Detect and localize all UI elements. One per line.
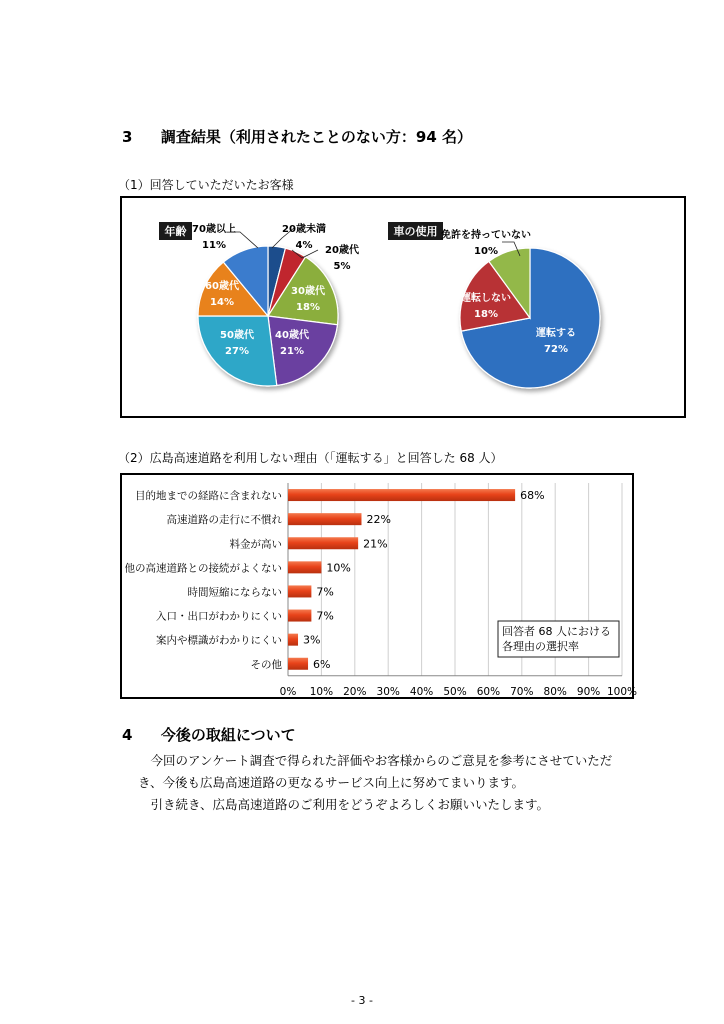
page-number: - 3 - <box>351 994 373 1007</box>
bar-category-6: 案内や標識がわかりにくい <box>156 634 282 647</box>
age-pie-pct-0: 4% <box>295 240 313 251</box>
bar-tick-4: 40% <box>409 685 434 698</box>
bar-value-4: 7% <box>316 585 334 599</box>
section-4-line-3: 引き続き、広島高速道路のご利用をどうぞよろしくお願いいたします。 <box>138 797 550 812</box>
section-4-title: 今後の取組について <box>160 726 296 744</box>
bar-x-ticks <box>280 686 637 698</box>
age-pie-label-2: 30歳代 <box>291 286 325 297</box>
section-4-line-2: き、今後も広島高速道路の更なるサービス向上に努めてまいります。 <box>138 775 525 790</box>
age-pie-label-4: 50歳代 <box>220 330 254 341</box>
bar-category-1: 高速道路の走行に不慣れ <box>166 514 282 527</box>
bar-chart-frame <box>120 473 638 699</box>
bar-4 <box>288 585 311 597</box>
bar-7 <box>288 658 308 670</box>
car-badge: 車の使用 <box>393 225 438 238</box>
bar-2 <box>288 537 358 549</box>
pie-charts <box>122 198 684 416</box>
car-pie-pct-0: 72% <box>544 344 568 355</box>
subsection-2-title: （2）広島高速道路を利用しない理由（「運転する」と回答した 68 人） <box>118 451 503 465</box>
section-4-body <box>138 750 612 816</box>
age-pie-label-6: 70歳以上 <box>192 224 236 235</box>
bar-3 <box>288 561 321 573</box>
bar-tick-8: 80% <box>543 685 567 698</box>
section-4-line-1: 今回のアンケート調査で得られた評価やお客様からのご意見を参考にさせていただ <box>138 753 613 768</box>
age-badge: 年齢 <box>164 225 187 238</box>
section-4-number: 4 <box>122 726 133 744</box>
age-pie-pct-4: 27% <box>225 346 249 357</box>
bar-note-line-2: 各理由の選択率 <box>502 640 579 653</box>
bar-series <box>288 489 515 670</box>
bar-category-4: 時間短縮にならない <box>187 586 282 599</box>
bar-category-labels <box>125 489 283 671</box>
age-pie-label-0: 20歳未満 <box>282 224 326 235</box>
bar-tick-9: 90% <box>576 685 601 698</box>
bar-tick-2: 20% <box>343 685 367 698</box>
bar-tick-10: 100% <box>606 685 638 698</box>
age-pie-pct-3: 21% <box>280 346 304 357</box>
bar-note-line-1: 回答者 68 人における <box>502 625 611 638</box>
section-3-title: 調査結果（利用されたことのない方：94 名） <box>160 128 473 146</box>
bar-category-0: 目的地までの経路に含まれない <box>135 490 282 503</box>
bar-category-7: その他 <box>250 658 282 671</box>
bar-value-7: 6% <box>313 657 331 671</box>
bar-category-3: 他の高速道路との接続がよくない <box>124 562 282 575</box>
bar-tick-7: 70% <box>510 685 534 698</box>
pie-charts-frame <box>120 196 686 418</box>
bar-value-6: 3% <box>303 633 321 647</box>
age-pie-pct-6: 11% <box>202 240 226 251</box>
bar-value-2: 21% <box>363 537 388 551</box>
car-pie-label-2: 免許を持っていない <box>441 230 531 241</box>
bar-5 <box>288 610 311 622</box>
bar-value-5: 7% <box>316 609 334 623</box>
age-pie-pct-2: 18% <box>296 302 320 313</box>
section-3-heading <box>122 126 472 147</box>
car-pie-label-1: 運転しない <box>461 293 511 304</box>
age-pie <box>198 246 338 386</box>
bar-value-0: 68% <box>520 489 545 503</box>
bar-1 <box>288 513 361 525</box>
bar-tick-5: 50% <box>443 685 467 698</box>
age-pie-label-5: 60歳代 <box>205 281 239 292</box>
bar-6 <box>288 634 298 646</box>
age-pie-pct-5: 14% <box>210 297 234 308</box>
bar-category-5: 入口・出口がわかりにくい <box>156 610 282 623</box>
car-pie-label-0: 運転する <box>536 328 576 339</box>
bar-value-1: 22% <box>366 513 391 527</box>
age-pie-label-3: 40歳代 <box>275 330 309 341</box>
car-pie-pct-1: 18% <box>474 309 498 320</box>
car-pie-pct-2: 10% <box>474 246 498 257</box>
age-pie-pct-1: 5% <box>333 261 351 272</box>
bar-0 <box>288 489 515 501</box>
bar-category-2: 料金が高い <box>229 538 282 551</box>
bar-tick-6: 60% <box>476 685 501 698</box>
subsection-1-title: （1）回答していただいたお客様 <box>118 178 294 192</box>
bar-note <box>498 621 619 657</box>
bar-tick-0: 0% <box>279 685 297 698</box>
age-pie-label-1: 20歳代 <box>325 245 359 256</box>
bar-tick-1: 10% <box>309 685 334 698</box>
section-3-number: 3 <box>122 128 133 146</box>
reasons-bar-chart <box>122 475 638 698</box>
section-4-heading <box>122 724 296 745</box>
bar-value-3: 10% <box>326 561 351 575</box>
bar-tick-3: 30% <box>376 685 400 698</box>
